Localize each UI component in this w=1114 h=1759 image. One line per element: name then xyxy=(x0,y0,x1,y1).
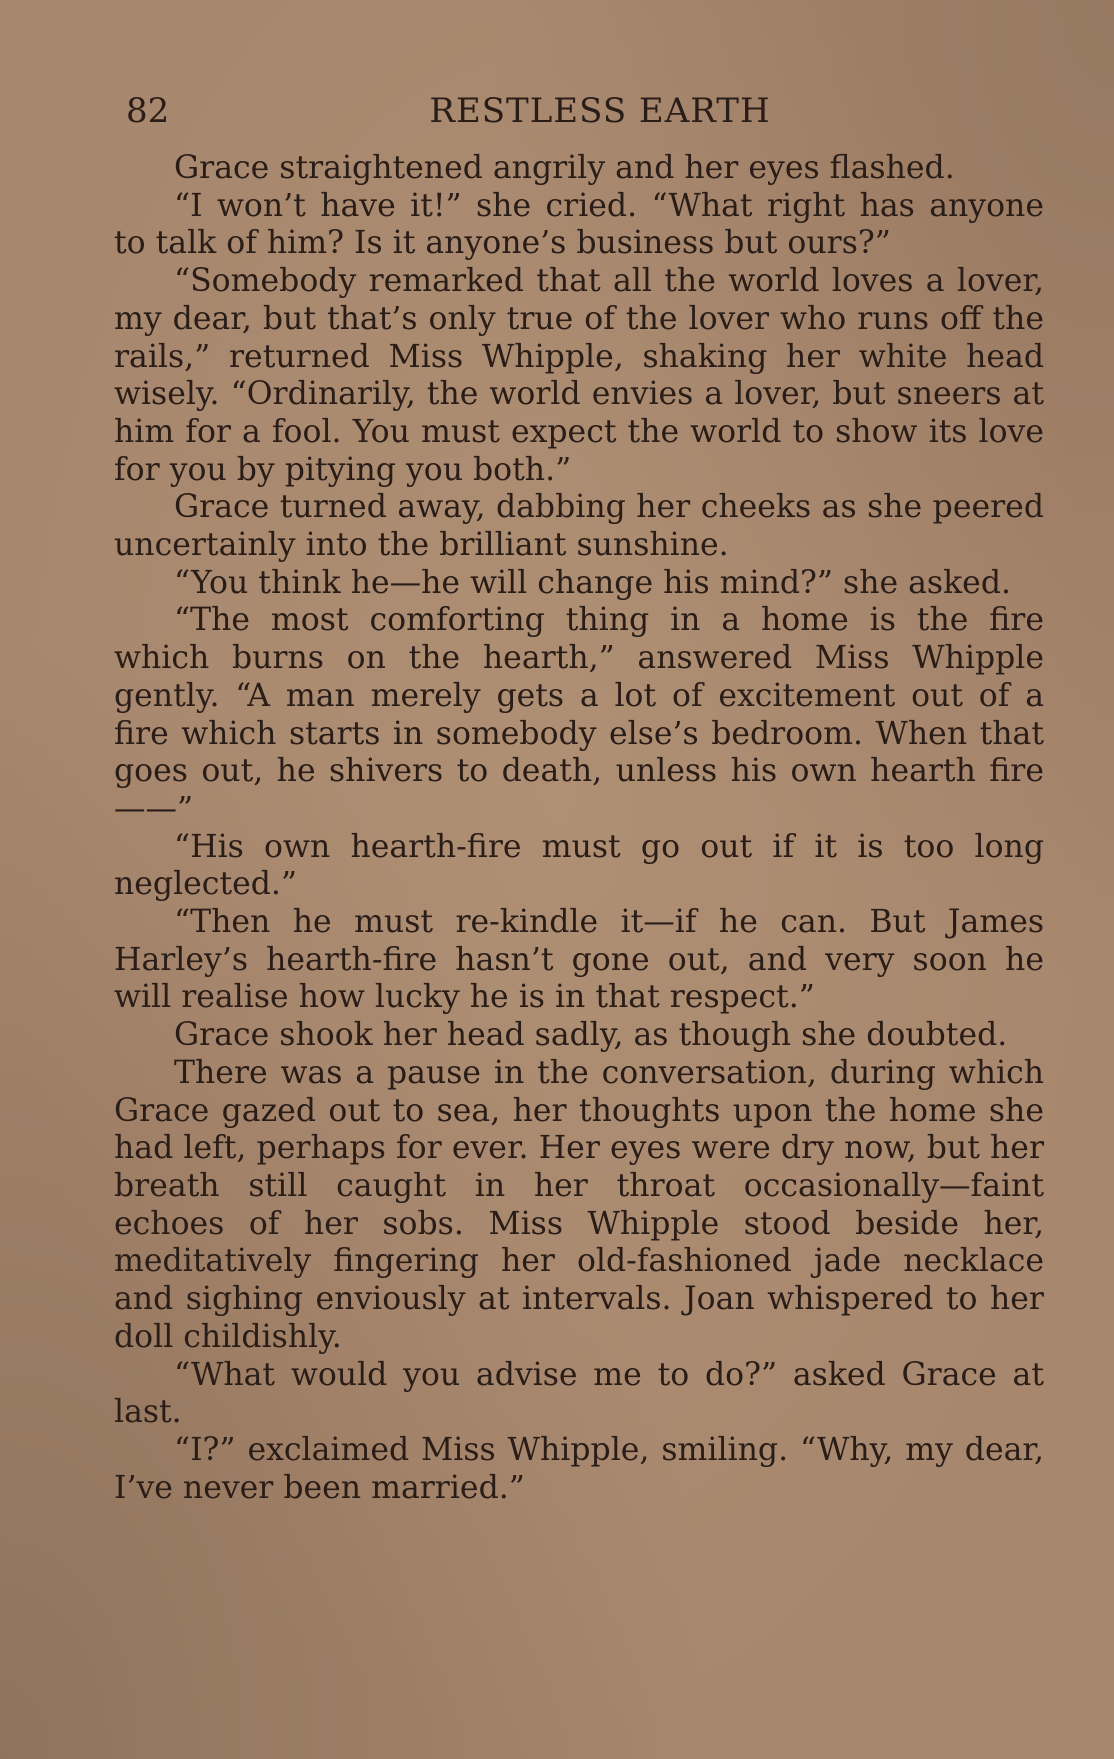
paragraph: Grace turned away, dabbing her cheeks as she peered uncertainly into the brilliant sunshine. xyxy=(114,489,1044,564)
paragraph: Grace straightened angrily and her eyes flashed. xyxy=(174,150,955,186)
paragraph: “What would you advise me to do?” asked Grace at last. xyxy=(114,1356,1044,1431)
paragraph: “I?” exclaimed Miss Whipple, smiling. “Why, my dear, I’ve never been married.” xyxy=(114,1431,1044,1506)
paragraph: “His own hearth-fire must go out if it is too long neglected.” xyxy=(114,828,1044,903)
paragraph: Grace shook her head sadly, as though she doubted. xyxy=(174,1017,1008,1054)
paragraph: There was a pause in the conversation, during which Grace gazed out to sea, her thoughts upon the home she had left, perhaps for ever. Her eyes were dry now, but her breath still caught in her throat occasionally—faint echoes of her sobs. Miss Whipple stood beside her, meditatively fingering her old-fashioned jade necklace and sighing enviously at intervals. Joan whispered to her doll childishly. xyxy=(114,1054,1044,1355)
page-number: 82 xyxy=(126,91,170,131)
body-text xyxy=(114,150,1044,1507)
paragraph: “Somebody remarked that all the world loves a lover, my dear, but that’s only true of the lover who runs off the rails,” returned Miss Whipple, shaking her white head wisely. “Ordinarily, the world envies a lover, but sneers at him for a fool. You must expect the world to show its love for you by pitying you both.” xyxy=(114,263,1044,488)
running-title: RESTLESS EARTH xyxy=(429,91,771,131)
paragraph: “You think he—he will change his mind?” she asked. xyxy=(174,564,1011,601)
paragraph: “I won’t have it!” she cried. “What right has anyone to talk of him? Is it anyone’s business but ours?” xyxy=(114,187,1044,262)
paragraph: “Then he must re-kindle it—if he can. But James Harley’s hearth-fire hasn’t gone out, and very soon he will realise how lucky he is in that respect.” xyxy=(114,904,1044,1016)
page-header xyxy=(126,86,1034,136)
paragraph: “The most comforting thing in a home is the fire which burns on the hearth,” answered Miss Whipple gently. “A man merely gets a lot of excitement out of a fire which starts in somebody else’s bedroom. When that goes out, he shivers to death, unless his own hearth fire——” xyxy=(114,602,1044,827)
